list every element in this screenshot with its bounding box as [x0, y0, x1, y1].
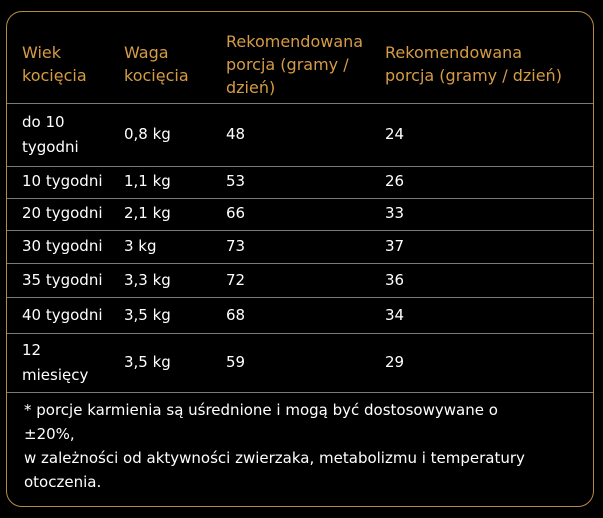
row-weight: 0,8 kg [124, 125, 171, 143]
row-portion-a: 59 [226, 353, 246, 371]
row-age [22, 110, 122, 160]
footnote [24, 398, 584, 494]
row-age [22, 338, 122, 388]
row-age-line: miesięcy [22, 366, 89, 384]
row-age: 20 tygodni [22, 204, 103, 222]
table-row [7, 104, 593, 167]
table-row [7, 334, 593, 393]
row-portion-b: 29 [385, 353, 405, 371]
row-age-line: 12 [22, 341, 42, 359]
footnote-line: otoczenia. [24, 473, 102, 491]
row-portion-a: 66 [226, 204, 246, 222]
row-weight: 3 kg [124, 237, 157, 255]
header-portion-a-line: dzień) [226, 78, 276, 97]
row-portion-b: 33 [385, 204, 405, 222]
row-portion-b: 26 [385, 172, 405, 190]
row-age: 10 tygodni [22, 172, 103, 190]
header-portion-b-line: Rekomendowana [385, 43, 523, 62]
row-portion-a: 72 [226, 271, 246, 289]
feeding-table-card [6, 11, 594, 507]
row-portion-b: 24 [385, 125, 405, 143]
table-row [7, 231, 593, 264]
row-weight: 3,3 kg [124, 271, 171, 289]
table-row [7, 298, 593, 334]
row-age: 35 tygodni [22, 271, 103, 289]
header-portion-a-line: porcja (gramy / [226, 55, 349, 74]
footnote-line: w zależności od aktywności zwierzaka, metabolizmu i temperatury [24, 449, 525, 467]
row-age: 40 tygodni [22, 306, 103, 324]
row-age-line: tygodni [22, 138, 79, 156]
table-row [7, 167, 593, 199]
table-row [7, 199, 593, 231]
row-portion-a: 48 [226, 125, 246, 143]
footnote-line: ±20%, [24, 425, 75, 443]
header-age-line: kocięcia [22, 66, 87, 85]
table-row [7, 264, 593, 298]
row-weight: 2,1 kg [124, 204, 171, 222]
row-portion-b: 36 [385, 271, 405, 289]
header-portion-b [385, 41, 585, 87]
row-portion-a: 73 [226, 237, 246, 255]
header-weight [124, 41, 224, 87]
header-age-line: Wiek [22, 43, 62, 62]
table-header [7, 12, 593, 104]
row-portion-a: 53 [226, 172, 246, 190]
row-age: 30 tygodni [22, 237, 103, 255]
row-weight: 1,1 kg [124, 172, 171, 190]
row-weight: 3,5 kg [124, 306, 171, 324]
row-weight: 3,5 kg [124, 353, 171, 371]
row-portion-b: 37 [385, 237, 405, 255]
header-portion-b-line: porcja (gramy / dzień) [385, 66, 562, 85]
row-portion-b: 34 [385, 306, 405, 324]
header-age [22, 41, 122, 87]
header-weight-line: kocięcia [124, 66, 189, 85]
header-portion-a-line: Rekomendowana [226, 32, 364, 51]
row-age-line: do 10 [22, 113, 65, 131]
footnote-line: * porcje karmienia są uśrednione i mogą być dostosowywane o [24, 401, 498, 419]
row-portion-a: 68 [226, 306, 246, 324]
header-weight-line: Waga [124, 43, 169, 62]
header-portion-a [226, 30, 376, 99]
